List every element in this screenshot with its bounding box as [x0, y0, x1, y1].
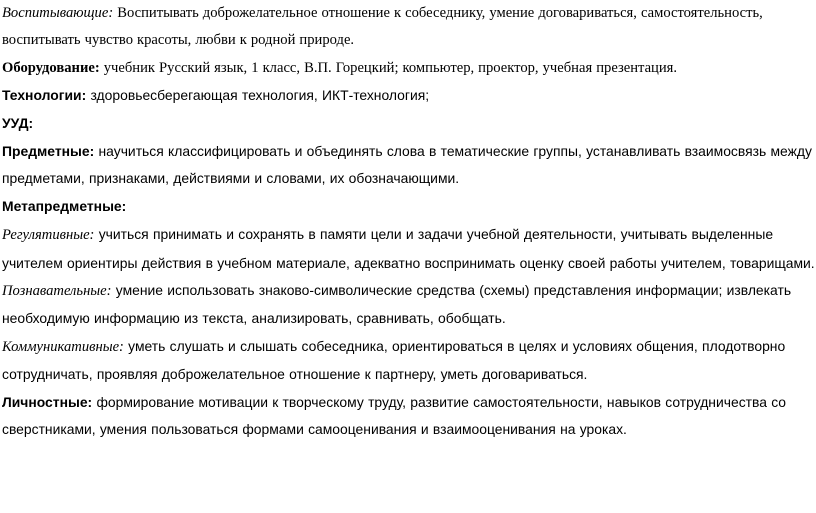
tekhnologii-label: Технологии:	[2, 87, 87, 104]
uud-label: УУД:	[2, 114, 34, 131]
kommunikativnye-text: уметь слушать и слышать собеседника, ориентироваться в целях и условиях общения, плодотворно сотрудничать, проявляя доброжелательное отношение к партнеру, уметь договариваться.	[2, 337, 786, 383]
kommunikativnye-label: Коммуникативные:	[2, 338, 124, 355]
lichnostnye-label: Личностные:	[2, 393, 93, 410]
tekhnologii-paragraph	[2, 82, 816, 109]
regulyativnye-label: Регулятивные:	[2, 227, 95, 244]
vospityvayushchie-label: Воспитывающие:	[2, 5, 114, 21]
poznavatelnye-paragraph	[2, 277, 816, 333]
oborudovanie-text: учебник Русский язык, 1 класс, В.П. Горецкий; компьютер, проектор, учебная презентация.	[99, 59, 678, 76]
poznavatelnye-text: умение использовать знаково-символические средства (схемы) представления информации; извлекать необходимую информацию из текста, анализировать, сравнивать, обобщать.	[2, 282, 792, 327]
predmetnye-paragraph	[2, 138, 816, 193]
vospityvayushchie-text: Воспитывать доброжелательное отношение к собеседнику, умение договариваться, самостоятельность, воспитывать чувство красоты, любви к родной природе.	[2, 5, 763, 49]
predmetnye-label: Предметные:	[2, 143, 95, 160]
lichnostnye-paragraph	[2, 389, 816, 444]
uud-paragraph	[2, 110, 816, 138]
metapredmetnye-paragraph	[2, 193, 816, 221]
regulyativnye-text: учиться принимать и сохранять в памяти цели и задачи учебной деятельности, учитывать выделенные учителем ориентиры действия в учебном материале, адекватно воспринимать оценку своей работы учителем, товарищами.	[2, 226, 815, 271]
oborudovanie-paragraph	[2, 55, 816, 82]
vospityvayushchie-paragraph	[2, 0, 816, 55]
tekhnologii-text: здоровьесберегающая технология, ИКТ-технология;	[86, 87, 430, 104]
kommunikativnye-paragraph	[2, 333, 816, 389]
regulyativnye-paragraph	[2, 221, 816, 277]
predmetnye-text: научиться классифицировать и объединять слова в тематические группы, устанавливать взаимосвязь между предметами, признаками, действиями и словами, их обозначающими.	[2, 143, 812, 187]
oborudovanie-label: Оборудование:	[2, 59, 100, 76]
lichnostnye-text: формирование мотивации к творческому труду, развитие самостоятельности, навыков сотрудничества со сверстниками, умения пользоваться формами самооценивания и взаимооценивания на уроках.	[2, 393, 787, 438]
poznavatelnye-label: Познавательные:	[2, 283, 112, 300]
metapredmetnye-label: Метапредметные:	[2, 197, 127, 214]
